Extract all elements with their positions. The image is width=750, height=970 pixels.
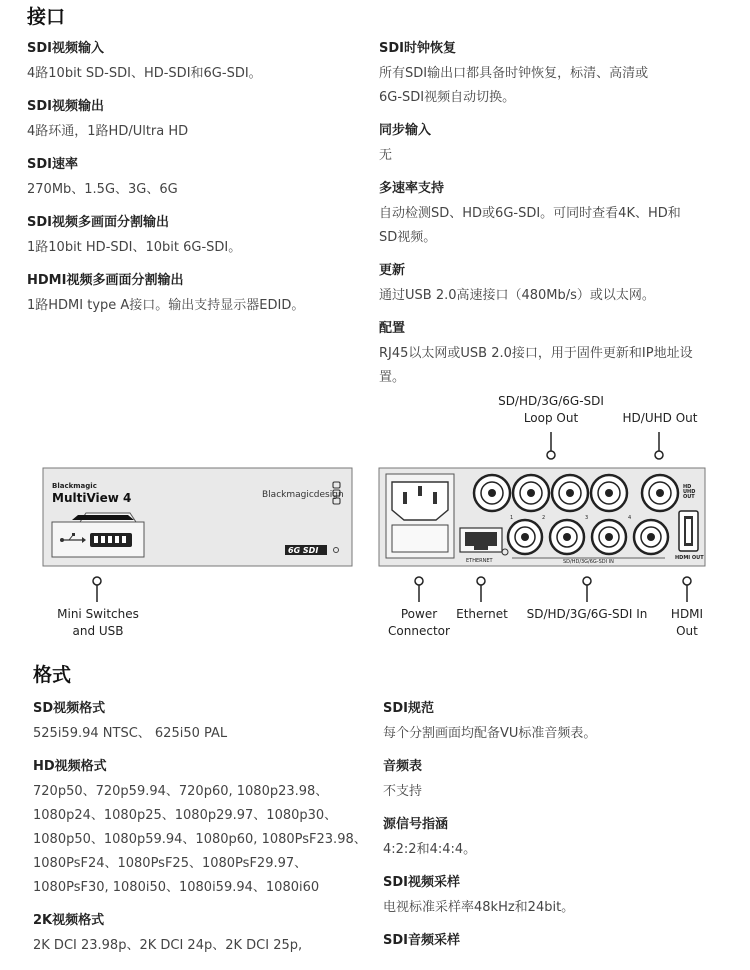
callout-sdi-in: SD/HD/3G/6G-SDI In — [526, 607, 648, 621]
spec-item — [27, 156, 357, 202]
section-title-formats: 格式 — [33, 664, 72, 686]
spec-value: 1路10bit HD-SDI、10bit 6G-SDI。 — [27, 240, 242, 255]
port-number: 4 — [628, 515, 632, 521]
spec-title: SDI规范 — [383, 701, 434, 716]
port-number: 1 — [510, 515, 514, 521]
rear-panel — [379, 468, 705, 566]
spec-value: 自动检测SD、HD或6G-SDI。可同时查看4K、HD和 SD视频。 — [379, 206, 681, 245]
callout-hdmi-out: HDMI Out — [670, 607, 704, 638]
spec-value: 2K DCI 23.98p、2K DCI 24p、2K DCI 25p, — [33, 938, 303, 953]
spec-value: 525i59.94 NTSC、 625i50 PAL — [33, 726, 228, 741]
bnc-connector-icon — [634, 520, 668, 554]
spec-title: 2K视频格式 — [33, 913, 105, 928]
spec-item — [33, 758, 373, 900]
spec-title: 音频表 — [383, 759, 423, 774]
badge-text: 6G SDI — [288, 546, 319, 555]
spec-item — [27, 98, 357, 144]
formats-right-column — [383, 700, 733, 962]
interfaces-right-column — [379, 40, 729, 402]
front-panel — [43, 468, 352, 566]
front-model: MultiView 4 — [52, 491, 132, 505]
spec-item — [27, 214, 357, 260]
bnc-connector-icon — [591, 475, 627, 511]
spec-value: 4:2:2和4:4:4。 — [383, 842, 477, 857]
spec-title: HD视频格式 — [33, 759, 107, 774]
callout-pin — [477, 577, 485, 602]
callout-pin — [655, 432, 663, 459]
bnc-connector-icon — [474, 475, 510, 511]
spec-value: 不支持 — [383, 784, 423, 799]
spec-item — [27, 40, 357, 86]
spec-item — [33, 700, 373, 746]
bnc-connector-icon — [508, 520, 542, 554]
bnc-connector-icon — [642, 475, 678, 511]
spec-value: 1路HDMI type A接口。输出支持显示器EDID。 — [27, 298, 305, 313]
bnc-connector-icon — [513, 475, 549, 511]
bnc-connector-icon — [592, 520, 626, 554]
spec-item — [383, 932, 733, 950]
spec-item — [383, 816, 733, 862]
spec-title: SDI视频输入 — [27, 41, 104, 56]
spec-title: SDI速率 — [27, 157, 78, 172]
callout-pin — [415, 577, 423, 602]
bnc-connector-icon — [550, 520, 584, 554]
spec-item — [379, 122, 729, 168]
spec-title: 配置 — [379, 321, 406, 336]
spec-title: SDI音频采样 — [383, 933, 460, 948]
spec-value: 每个分割画面均配备VU标准音频表。 — [383, 726, 597, 741]
spec-title: HDMI视频多画面分割输出 — [27, 273, 184, 288]
spec-value: 无 — [379, 148, 393, 163]
power-connector-icon — [386, 474, 454, 558]
spec-title: SD视频格式 — [33, 701, 106, 716]
ethernet-label: ETHERNET — [466, 558, 493, 564]
port-number: 2 — [542, 515, 546, 521]
spec-item — [379, 262, 729, 308]
front-logo-text: Blackmagicdesign — [262, 490, 344, 500]
hdmi-out-label: HDMI OUT — [675, 555, 704, 561]
spec-value: 电视标准采样率48kHz和24bit。 — [383, 900, 575, 915]
spec-item — [383, 700, 733, 746]
callout-power: Power Connector — [388, 607, 450, 638]
callout-pin — [547, 432, 555, 459]
section-title-interfaces: 接口 — [27, 6, 66, 28]
spec-item — [383, 758, 733, 804]
spec-title: SDI视频采样 — [383, 875, 460, 890]
spec-value: 720p50、720p59.94、720p60, 1080p23.98、 1080p24、1080p25、1080p29.97、1080p30、 1080p50、1080p59.94、1080p60, 1080PsF23.98、 1080PsF24、1080PsF25、1080PsF29.97、 1080PsF30, 1080i50、1080i59.94、1080i60 — [33, 784, 367, 895]
spec-item — [379, 180, 729, 250]
spec-title: SDI视频多画面分割输出 — [27, 215, 169, 230]
front-brand-small: Blackmagic — [52, 482, 97, 490]
mini-switches-icon — [90, 533, 132, 547]
callout-pin — [583, 577, 591, 602]
sdi-in-strip-label: SD/HD/3G/6G-SDI IN — [563, 559, 614, 565]
callout-mini-switches: Mini Switches and USB — [57, 607, 139, 638]
spec-value: 270Mb、1.5G、3G、6G — [27, 182, 178, 197]
callout-pin — [93, 577, 101, 602]
formats-left-column — [33, 700, 373, 970]
hd-uhd-out-label: HD UHD OUT — [683, 484, 696, 500]
spec-value: 所有SDI输出口都具备时钟恢复，标清、高清或 6G-SDI视频自动切换。 — [379, 66, 649, 105]
port-number: 3 — [585, 515, 589, 521]
spec-item — [27, 272, 357, 318]
bnc-connector-icon — [552, 475, 588, 511]
spec-value: 通过USB 2.0高速接口（480Mb/s）或以太网。 — [379, 288, 655, 303]
spec-title: 源信号指涵 — [383, 817, 449, 832]
spec-title: SDI时钟恢复 — [379, 41, 456, 56]
callout-hd-uhd-out: HD/UHD Out — [622, 411, 698, 425]
callout-pin — [683, 577, 691, 602]
spec-title: 更新 — [379, 263, 406, 278]
spec-title: 同步输入 — [379, 123, 432, 138]
callout-loop-out: SD/HD/3G/6G-SDI Loop Out — [498, 394, 604, 425]
spec-value: 4路10bit SD-SDI、HD-SDI和6G-SDI。 — [27, 66, 262, 81]
hdmi-port-icon — [679, 511, 698, 551]
spec-item — [379, 40, 729, 110]
interfaces-left-column — [27, 40, 357, 330]
spec-title: SDI视频输出 — [27, 99, 104, 114]
spec-title: 多速率支持 — [379, 181, 445, 196]
callout-ethernet: Ethernet — [456, 607, 508, 621]
spec-value: 4路环通，1路HD/Ultra HD — [27, 124, 189, 139]
spec-value: RJ45以太网或USB 2.0接口，用于固件更新和IP地址设 置。 — [379, 346, 693, 385]
spec-item — [383, 874, 733, 920]
spec-item — [33, 912, 373, 958]
